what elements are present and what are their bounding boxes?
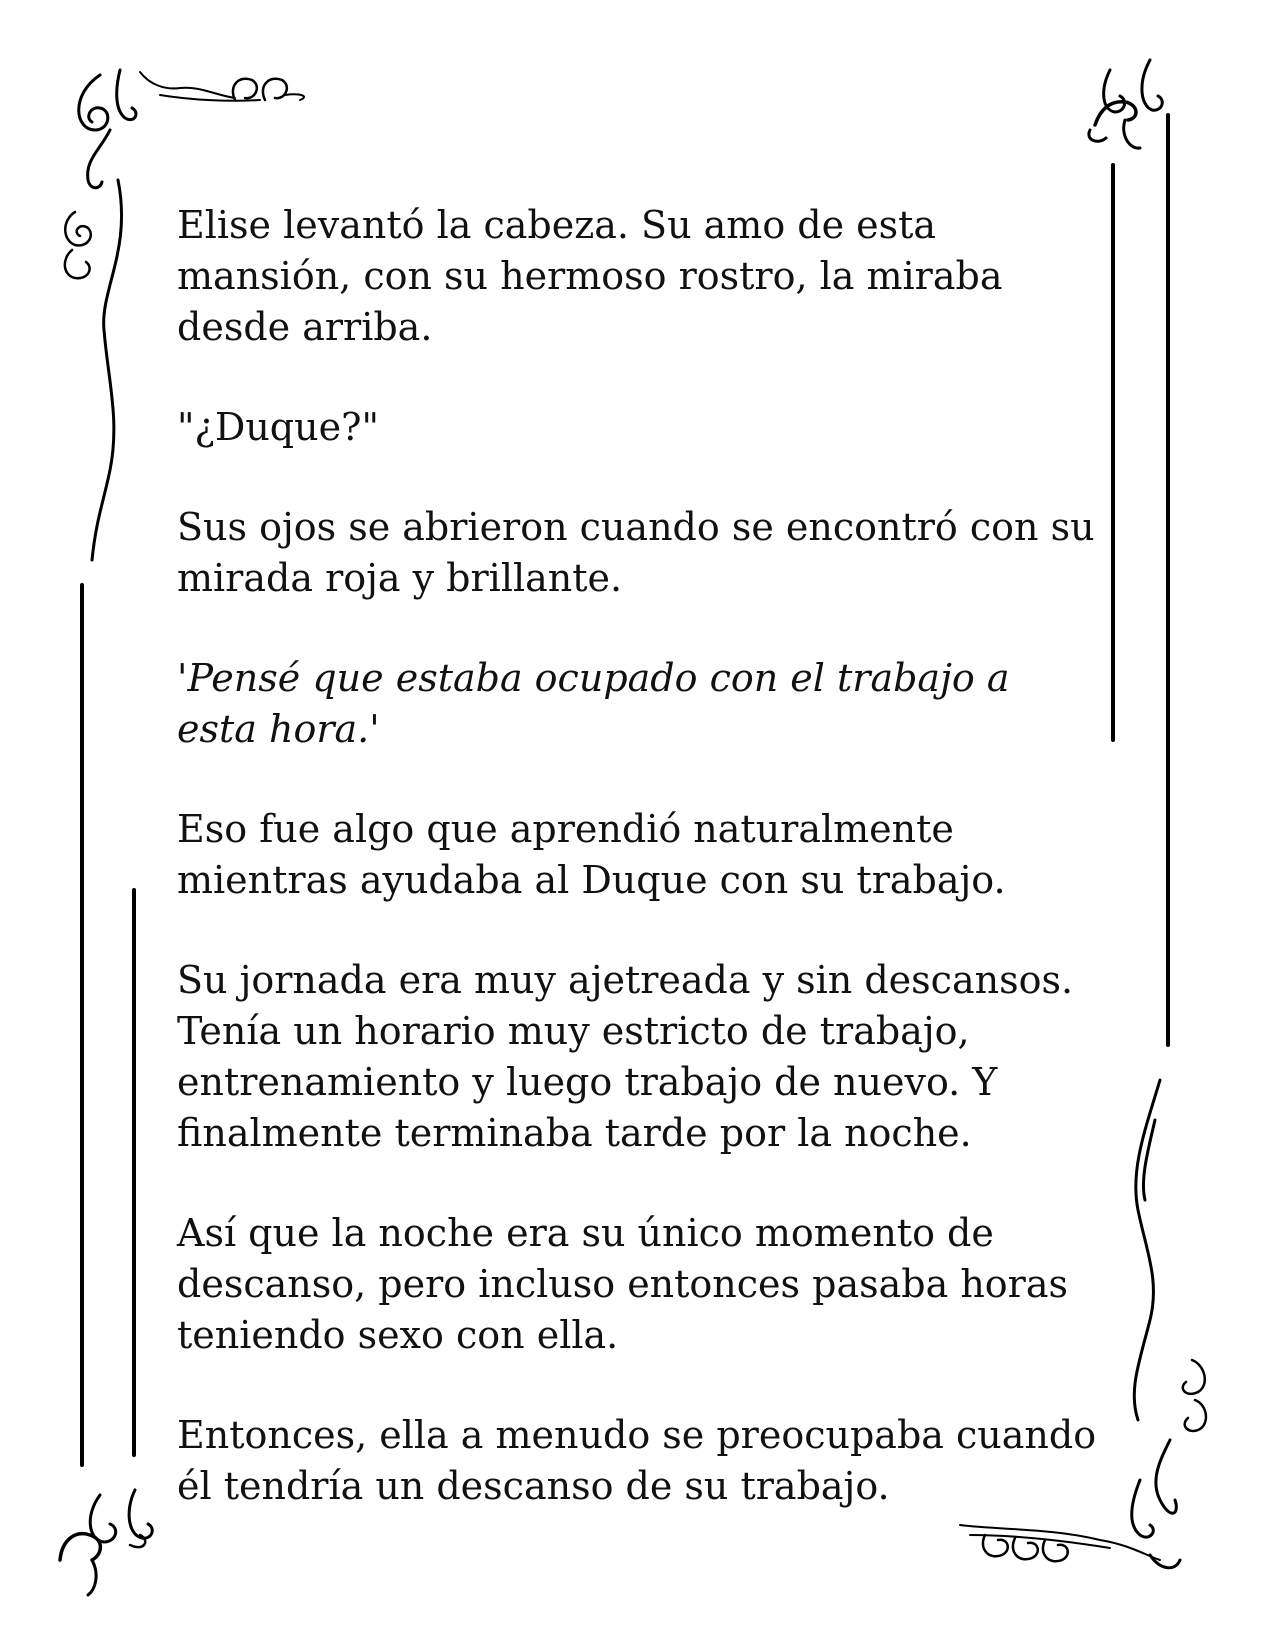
paragraph-5: Eso fue algo que aprendió naturalmente mientras ayudaba al Duque con su trabajo. <box>177 807 1006 902</box>
flourish-top-right-icon <box>1089 60 1168 1045</box>
flourish-bottom-left-icon <box>60 1490 152 1595</box>
paragraph-8: Entonces, ella a menudo se preocupaba cuando él tendría un descanso de su trabajo. <box>177 1413 1097 1508</box>
paragraph-3: Sus ojos se abrieron cuando se encontró con su mirada roja y brillante. <box>177 505 1095 600</box>
story-text <box>177 200 1097 1561</box>
paragraph-4-thought: 'Pensé que estaba ocupado con el trabajo a esta hora.' <box>177 656 1010 751</box>
paragraph-2: "¿Duque?" <box>177 405 379 449</box>
paragraph-7: Así que la noche era su único momento de descanso, pero incluso entonces pasaba horas teniendo sexo con ella. <box>177 1211 1068 1357</box>
paragraph-1: Elise levantó la cabeza. Su amo de esta mansión, con su hermoso rostro, la miraba desde arriba. <box>177 203 1003 349</box>
paragraph-6: Su jornada era muy ajetreada y sin descansos. Tenía un horario muy estricto de trabajo, entrenamiento y luego trabajo de nuevo. Y finalmente terminaba tarde por la noche. <box>177 958 1074 1155</box>
